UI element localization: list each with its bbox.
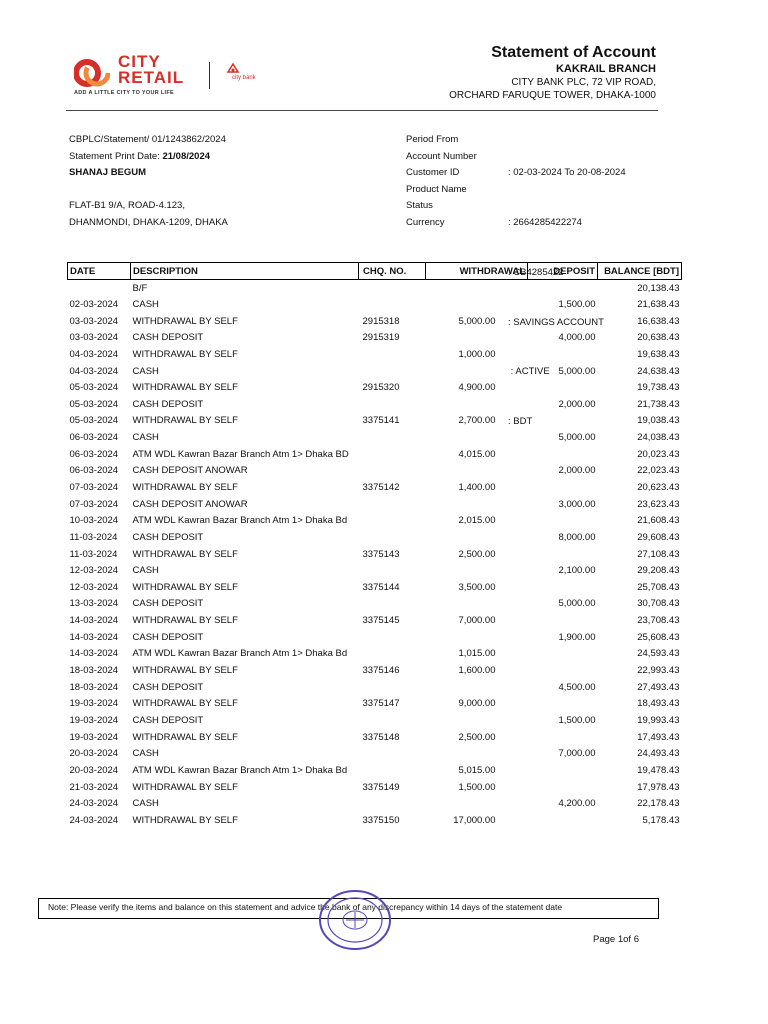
currency-label: Currency	[406, 216, 445, 228]
branch-name: KAKRAIL BRANCH	[555, 63, 656, 75]
product-name-value: : SAVINGS ACCOUNT	[508, 316, 604, 328]
col-header-deposit: DEPOSIT	[528, 263, 598, 280]
cell-balance: 5,178.43	[642, 814, 680, 826]
cell-balance: 24,593.43	[637, 648, 680, 660]
cell-withdrawal	[426, 463, 528, 480]
cell-date: 13-03-2024	[69, 598, 119, 610]
customer-address-line2: DHANMONDI, DHAKA-1209, DHAKA	[69, 216, 228, 228]
cell-withdrawal	[426, 329, 528, 346]
table-row	[68, 612, 682, 629]
cell-chq-no	[359, 346, 426, 363]
cell-chq-no: 3375147	[362, 698, 400, 710]
cell-date: 07-03-2024	[69, 498, 119, 510]
table-row	[68, 745, 682, 762]
cell-chq-no	[359, 512, 426, 529]
cell-description: WITHDRAWAL BY SELF	[132, 698, 238, 710]
cell-deposit	[528, 313, 598, 330]
cell-balance: 18,493.43	[637, 698, 680, 710]
cell-withdrawal	[426, 296, 528, 313]
table-row	[68, 396, 682, 413]
cell-description: CASH DEPOSIT	[132, 714, 204, 726]
statement-header	[449, 44, 656, 102]
table-row	[68, 562, 682, 579]
table-header-row	[68, 263, 682, 280]
cell-description: CASH	[132, 748, 159, 760]
cell-description: CASH DEPOSIT ANOWAR	[132, 465, 248, 477]
cell-deposit: 1,500.00	[558, 298, 596, 310]
cell-chq-no	[359, 296, 426, 313]
cell-date: 04-03-2024	[69, 348, 119, 360]
col-header-date: DATE	[68, 263, 131, 280]
cell-date	[68, 280, 131, 297]
cell-deposit	[528, 579, 598, 596]
city-retail-wordmark: CITY RETAIL	[118, 52, 185, 87]
cell-date: 18-03-2024	[69, 681, 119, 693]
transactions-body	[68, 280, 682, 829]
cell-withdrawal: 4,900.00	[458, 382, 496, 394]
cell-description: WITHDRAWAL BY SELF	[132, 781, 238, 793]
cell-description: WITHDRAWAL BY SELF	[132, 615, 238, 627]
cell-description: ATM WDL Kawran Bazar Branch Atm 1> Dhaka BD	[132, 448, 349, 460]
cell-withdrawal	[426, 745, 528, 762]
status-label: Status	[406, 200, 433, 212]
cell-balance: 19,638.43	[637, 348, 680, 360]
cell-balance: 22,178.43	[637, 798, 680, 810]
table-row	[68, 296, 682, 313]
cell-balance: 23,623.43	[637, 498, 680, 510]
col-header-balance: BALANCE [BDT]	[598, 263, 682, 280]
cell-date: 12-03-2024	[69, 565, 119, 577]
cell-deposit	[528, 512, 598, 529]
cell-balance: 19,478.43	[637, 764, 680, 776]
cell-withdrawal: 3,500.00	[458, 581, 496, 593]
cell-deposit	[528, 762, 598, 779]
cell-withdrawal: 9,000.00	[458, 698, 496, 710]
cell-withdrawal: 2,500.00	[458, 548, 496, 560]
cell-date: 10-03-2024	[69, 515, 119, 527]
cell-deposit: 2,000.00	[558, 465, 596, 477]
cell-description: CASH DEPOSIT	[132, 631, 204, 643]
table-row	[68, 529, 682, 546]
cell-deposit	[528, 346, 598, 363]
cell-balance: 19,993.43	[637, 714, 680, 726]
cell-date: 21-03-2024	[69, 781, 119, 793]
cell-chq-no: 3375150	[362, 814, 400, 826]
table-row	[68, 429, 682, 446]
table-row	[68, 512, 682, 529]
cell-balance: 21,608.43	[637, 515, 680, 527]
table-row	[68, 313, 682, 330]
cell-deposit	[528, 546, 598, 563]
cell-balance: 20,023.43	[637, 448, 680, 460]
currency-value: : BDT	[508, 416, 533, 428]
cell-date: 19-03-2024	[69, 731, 119, 743]
cell-date: 24-03-2024	[69, 798, 119, 810]
cell-withdrawal	[426, 396, 528, 413]
table-row	[68, 496, 682, 513]
cell-date: 20-03-2024	[69, 764, 119, 776]
cell-deposit: 1,900.00	[558, 631, 596, 643]
cell-date: 19-03-2024	[69, 698, 119, 710]
cell-withdrawal	[426, 429, 528, 446]
cell-deposit: 4,500.00	[558, 681, 596, 693]
cell-chq-no	[359, 629, 426, 646]
cell-chq-no: 3375141	[362, 415, 400, 427]
cell-withdrawal	[426, 280, 528, 297]
brand-tagline: ADD A LITTLE CITY TO YOUR LIFE	[74, 90, 174, 96]
cell-description: CASH DEPOSIT ANOWAR	[132, 498, 248, 510]
cell-balance: 29,208.43	[637, 565, 680, 577]
cell-balance: 17,978.43	[637, 781, 680, 793]
cell-deposit: 5,000.00	[558, 432, 596, 444]
table-row	[68, 479, 682, 496]
cell-withdrawal	[426, 496, 528, 513]
table-row	[68, 579, 682, 596]
table-row	[68, 379, 682, 396]
cell-chq-no	[359, 446, 426, 463]
customer-id-value: : CB4285422	[508, 266, 564, 278]
product-name-label: Product Name	[406, 183, 467, 195]
city-retail-logo-mark-icon	[74, 56, 110, 90]
cell-balance: 23,708.43	[637, 615, 680, 627]
cell-chq-no	[359, 712, 426, 729]
table-row	[68, 629, 682, 646]
cell-balance: 27,493.43	[637, 681, 680, 693]
cell-deposit	[528, 280, 598, 297]
account-number-label: Account Number	[406, 150, 477, 162]
cell-withdrawal	[426, 596, 528, 613]
cell-deposit	[528, 729, 598, 746]
cell-date: 05-03-2024	[69, 398, 119, 410]
cell-chq-no: 2915319	[362, 332, 400, 344]
table-row	[68, 662, 682, 679]
cell-chq-no: 3375144	[362, 581, 400, 593]
cell-date: 05-03-2024	[69, 415, 119, 427]
cell-withdrawal: 1,000.00	[458, 348, 496, 360]
table-row	[68, 679, 682, 696]
cell-withdrawal: 4,015.00	[458, 448, 496, 460]
cell-chq-no	[359, 646, 426, 663]
cell-chq-no	[359, 795, 426, 812]
cell-chq-no	[359, 762, 426, 779]
cell-description: WITHDRAWAL BY SELF	[132, 348, 238, 360]
cell-chq-no	[359, 529, 426, 546]
transactions-table	[67, 262, 682, 829]
cell-description: CASH DEPOSIT	[132, 598, 204, 610]
cell-balance: 17,493.43	[637, 731, 680, 743]
cell-withdrawal	[426, 629, 528, 646]
cell-description: WITHDRAWAL BY SELF	[132, 315, 238, 327]
cell-balance: 19,738.43	[637, 382, 680, 394]
cell-chq-no	[359, 496, 426, 513]
cell-description: CASH	[132, 298, 159, 310]
cell-description: B/F	[132, 282, 148, 294]
cell-description: WITHDRAWAL BY SELF	[132, 482, 238, 493]
cell-balance: 21,638.43	[637, 298, 680, 310]
col-header-description: DESCRIPTION	[131, 263, 359, 280]
cell-description: WITHDRAWAL BY SELF	[132, 581, 238, 593]
cell-withdrawal: 7,000.00	[458, 615, 496, 627]
customer-address-line1: FLAT-B1 9/A, ROAD-4.123,	[69, 200, 185, 212]
cell-deposit	[528, 479, 598, 496]
cell-balance: 29,608.43	[637, 531, 680, 543]
cell-deposit: 4,000.00	[558, 332, 596, 344]
page-title: Statement of Account	[491, 44, 656, 61]
cell-deposit	[528, 612, 598, 629]
city-bank-mark-icon	[226, 62, 240, 76]
cell-description: WITHDRAWAL BY SELF	[132, 731, 238, 743]
cell-chq-no	[359, 679, 426, 696]
cell-withdrawal: 5,015.00	[458, 764, 496, 776]
print-date-line	[69, 149, 228, 166]
col-header-chq-no: CHQ. NO.	[359, 263, 426, 280]
table-row	[68, 795, 682, 812]
cell-withdrawal: 2,500.00	[458, 731, 496, 743]
cell-withdrawal	[426, 795, 528, 812]
logo-divider	[209, 62, 210, 89]
print-date-value: 21/08/2024	[162, 150, 211, 162]
cell-date: 18-03-2024	[69, 665, 119, 677]
customer-name: SHANAJ BEGUM	[69, 167, 147, 179]
table-row	[68, 329, 682, 346]
cell-deposit: 3,000.00	[558, 498, 596, 510]
cell-date: 12-03-2024	[69, 581, 119, 593]
cell-date: 03-03-2024	[69, 332, 119, 344]
cell-chq-no	[359, 745, 426, 762]
cell-withdrawal: 1,015.00	[458, 648, 496, 660]
cell-withdrawal	[426, 712, 528, 729]
city-bank-logo	[222, 62, 272, 90]
cell-balance: 20,623.43	[637, 482, 680, 493]
cell-deposit	[528, 379, 598, 396]
cell-balance: 22,023.43	[637, 465, 680, 477]
cell-balance: 22,993.43	[637, 665, 680, 677]
cell-description: CASH	[132, 365, 159, 377]
verification-note: Note: Please verify the items and balance on this statement and advice the bank of any discrepancy within 14 days of the statement date	[38, 898, 659, 919]
cell-withdrawal: 5,000.00	[458, 315, 496, 327]
cell-withdrawal: 1,500.00	[458, 781, 496, 793]
cell-balance: 21,738.43	[637, 398, 680, 410]
cell-date: 14-03-2024	[69, 648, 119, 660]
table-row	[68, 646, 682, 663]
cell-chq-no: 3375145	[362, 615, 400, 627]
cell-deposit	[528, 696, 598, 713]
cell-date: 11-03-2024	[69, 548, 118, 560]
table-row	[68, 712, 682, 729]
cell-chq-no: 2915320	[362, 382, 400, 394]
table-row	[68, 363, 682, 380]
cell-balance: 24,493.43	[637, 748, 680, 760]
cell-withdrawal: 2,700.00	[458, 415, 496, 427]
cell-date: 20-03-2024	[69, 748, 119, 760]
cell-deposit	[528, 662, 598, 679]
cell-chq-no: 3375142	[362, 482, 400, 493]
cell-date: 14-03-2024	[69, 615, 119, 627]
account-number-value: : 2664285422274	[508, 216, 582, 228]
cell-withdrawal: 1,600.00	[458, 665, 496, 677]
table-row	[68, 280, 682, 297]
cell-date: 02-03-2024	[69, 298, 119, 310]
cell-description: WITHDRAWAL BY SELF	[132, 814, 238, 826]
cell-date: 11-03-2024	[69, 531, 118, 543]
cell-chq-no	[359, 363, 426, 380]
cell-chq-no: 3375146	[362, 665, 400, 677]
cell-date: 05-03-2024	[69, 382, 119, 394]
cell-description: WITHDRAWAL BY SELF	[132, 548, 238, 560]
cell-balance: 24,638.43	[637, 365, 680, 377]
cell-balance: 27,108.43	[637, 548, 680, 560]
statement-reference: CBPLC/Statement/ 01/1243862/2024	[69, 134, 226, 145]
cell-date: 04-03-2024	[69, 365, 119, 377]
table-row	[68, 762, 682, 779]
cell-description: CASH DEPOSIT	[132, 398, 204, 410]
cell-description: CASH	[132, 432, 159, 444]
print-date-label: Statement Print Date:	[69, 150, 163, 162]
cell-date: 24-03-2024	[69, 814, 119, 826]
cell-deposit	[528, 446, 598, 463]
branch-address-line1: CITY BANK PLC, 72 VIP ROAD,	[511, 77, 656, 88]
cell-description: CASH DEPOSIT	[132, 531, 204, 543]
cell-withdrawal	[426, 679, 528, 696]
cell-withdrawal	[426, 562, 528, 579]
cell-balance: 20,638.43	[637, 332, 680, 344]
cell-deposit: 2,000.00	[558, 398, 596, 410]
cell-date: 14-03-2024	[69, 631, 119, 643]
table-row	[68, 779, 682, 796]
cell-chq-no: 2915318	[362, 315, 400, 327]
cell-chq-no	[359, 280, 426, 297]
cell-description: ATM WDL Kawran Bazar Branch Atm 1> Dhaka Bd	[132, 515, 348, 527]
customer-info	[69, 132, 228, 232]
table-row	[68, 729, 682, 746]
cell-chq-no	[359, 429, 426, 446]
table-row	[68, 413, 682, 430]
cell-deposit	[528, 413, 598, 430]
table-row	[68, 812, 682, 829]
cell-deposit: 8,000.00	[558, 531, 596, 543]
col-header-withdrawal: WITHDRAWAL	[426, 263, 528, 280]
cell-balance: 25,708.43	[637, 581, 680, 593]
cell-description: CASH DEPOSIT	[132, 332, 204, 344]
cell-deposit: 5,000.00	[558, 598, 596, 610]
table-row	[68, 463, 682, 480]
cell-balance: 24,038.43	[637, 432, 680, 444]
cell-chq-no	[359, 463, 426, 480]
cell-description: WITHDRAWAL BY SELF	[132, 415, 238, 427]
cell-deposit	[528, 779, 598, 796]
cell-description: CASH	[132, 798, 159, 810]
cell-withdrawal	[426, 529, 528, 546]
cell-chq-no	[359, 596, 426, 613]
cell-chq-no: 3375148	[362, 731, 400, 743]
cell-chq-no: 3375143	[362, 548, 400, 560]
cell-description: WITHDRAWAL BY SELF	[132, 382, 238, 394]
page-number: Page 1of 6	[593, 934, 639, 945]
cell-withdrawal: 1,400.00	[458, 482, 496, 493]
spacer	[69, 182, 228, 199]
cell-description: ATM WDL Kawran Bazar Branch Atm 1> Dhaka Bd	[132, 648, 348, 660]
cell-date: 06-03-2024	[69, 432, 119, 444]
bank-seal-stamp-icon	[318, 889, 392, 951]
table-row	[68, 346, 682, 363]
period-value: : 02-03-2024 To 20-08-2024	[508, 167, 626, 179]
cell-balance: 16,638.43	[637, 315, 680, 327]
cell-withdrawal: 2,015.00	[458, 515, 496, 527]
table-row	[68, 546, 682, 563]
cell-description: CASH	[132, 565, 159, 577]
table-row	[68, 696, 682, 713]
cell-deposit: 7,000.00	[558, 748, 596, 760]
cell-description: ATM WDL Kawran Bazar Branch Atm 1> Dhaka Bd	[132, 764, 348, 776]
cell-chq-no	[359, 396, 426, 413]
cell-date: 03-03-2024	[69, 315, 119, 327]
customer-id-label: Customer ID	[406, 167, 460, 179]
cell-date: 06-03-2024	[69, 465, 119, 477]
cell-description: WITHDRAWAL BY SELF	[132, 665, 238, 677]
cell-deposit: 1,500.00	[558, 714, 596, 726]
cell-withdrawal: 17,000.00	[453, 814, 496, 826]
cell-date: 19-03-2024	[69, 714, 119, 726]
cell-chq-no	[359, 562, 426, 579]
table-row	[68, 446, 682, 463]
cell-chq-no: 3375149	[362, 781, 400, 793]
cell-date: 07-03-2024	[69, 482, 119, 493]
cell-deposit	[528, 646, 598, 663]
cell-withdrawal	[426, 363, 528, 380]
cell-deposit: 2,100.00	[558, 565, 596, 577]
account-info-labels	[406, 132, 477, 232]
cell-balance: 25,608.43	[637, 631, 680, 643]
cell-deposit	[528, 812, 598, 829]
status-value: : ACTIVE	[508, 366, 550, 378]
city-bank-logo-text: city bank	[232, 75, 256, 81]
header-divider	[66, 110, 658, 111]
cell-deposit: 4,200.00	[558, 798, 596, 810]
cell-balance: 20,138.43	[637, 282, 680, 294]
table-row	[68, 596, 682, 613]
branch-address-line2: ORCHARD FARUQUE TOWER, DHAKA-1000	[449, 90, 656, 101]
cell-balance: 19,038.43	[637, 415, 680, 427]
cell-date: 06-03-2024	[69, 448, 119, 460]
cell-description: CASH DEPOSIT	[132, 681, 204, 693]
cell-balance: 30,708.43	[637, 598, 680, 610]
cell-deposit: 5,000.00	[558, 365, 596, 377]
period-label: Period From	[406, 134, 459, 145]
